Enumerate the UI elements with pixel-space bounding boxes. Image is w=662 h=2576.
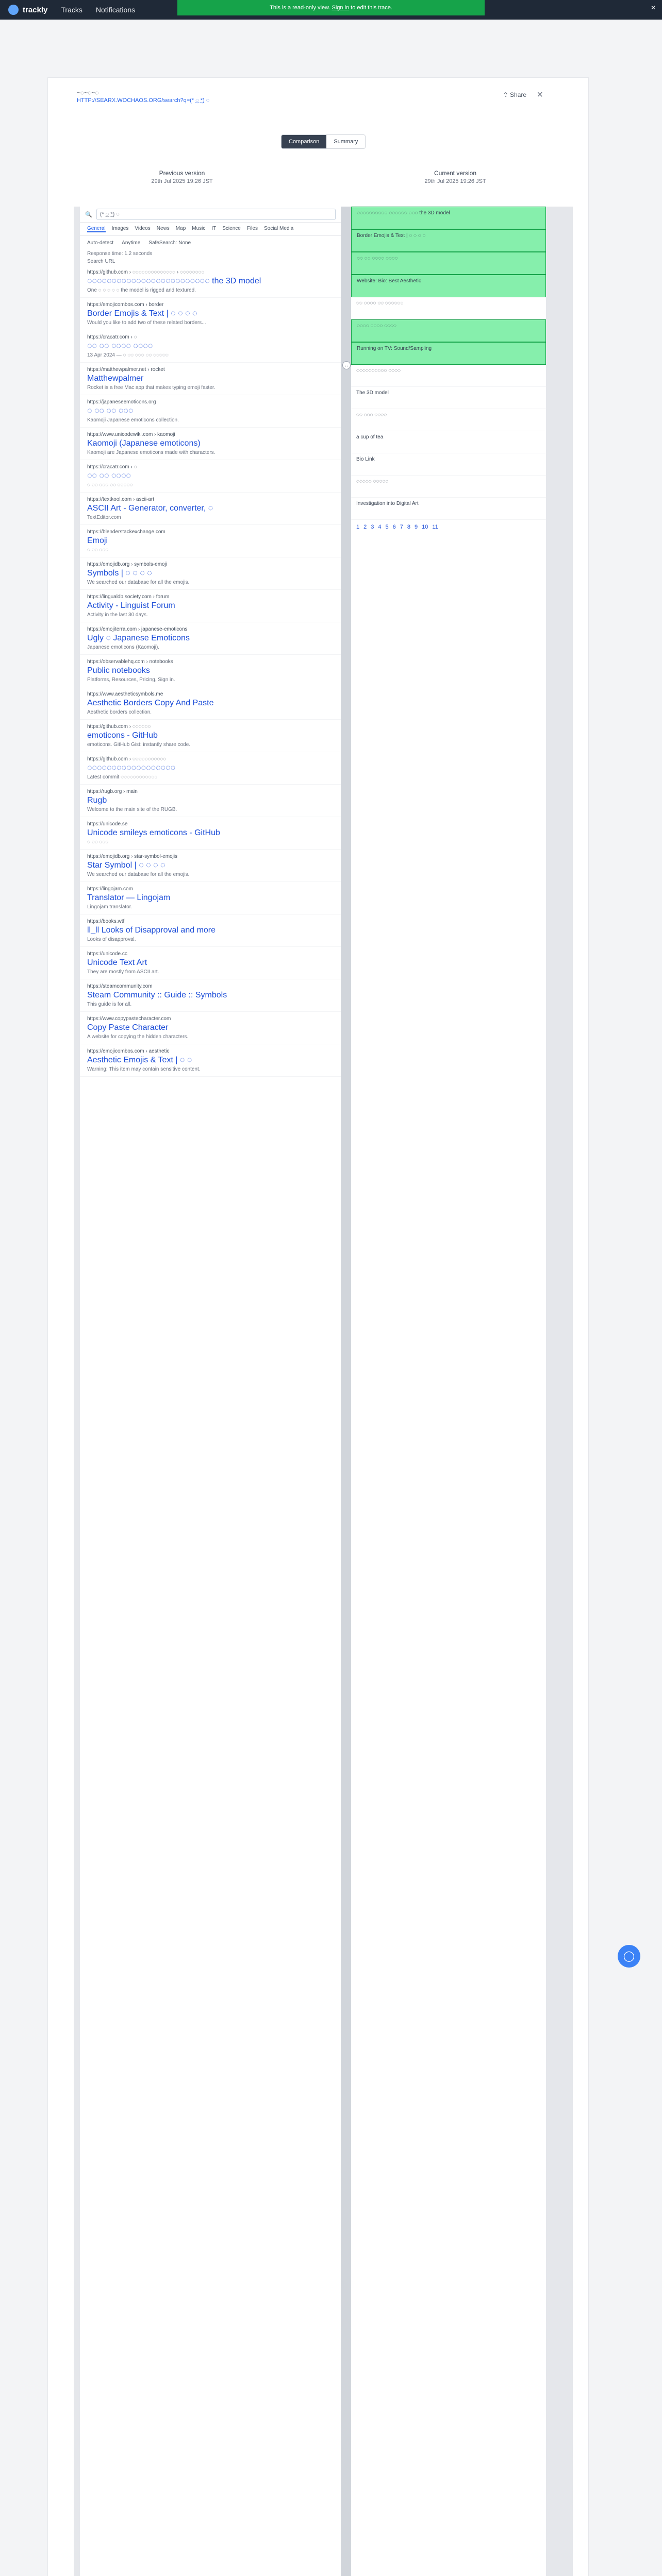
page-number[interactable]: 4: [378, 524, 382, 530]
diff-text: The 3D model: [356, 390, 389, 396]
page-number[interactable]: 5: [385, 524, 389, 530]
searx-logo-icon: 🔍: [85, 211, 92, 218]
result-snippet: Looks of disapproval.: [87, 937, 136, 942]
result-title[interactable]: ASCII Art - Generator, converter, ◌: [87, 504, 213, 513]
result-url[interactable]: https://cracatr.com › ◌: [87, 464, 137, 470]
result-item: [80, 590, 341, 622]
result-title[interactable]: Aesthetic Borders Copy And Paste: [87, 699, 214, 707]
result-snippet: Japanese emoticons (Kaomoji).: [87, 645, 160, 650]
result-url[interactable]: https://matthewpalmer.net › rocket: [87, 367, 165, 372]
result-title[interactable]: Kaomoji (Japanese emoticons): [87, 439, 201, 448]
result-title[interactable]: Ugly ◌ Japanese Emoticons: [87, 634, 190, 642]
version-header: [48, 170, 588, 200]
diff-row: [351, 453, 546, 476]
result-url[interactable]: https://emojidb.org › symbols-emoji: [87, 562, 168, 567]
result-snippet: They are mostly from ASCII art.: [87, 969, 159, 975]
search-filters: [80, 236, 341, 250]
pagination: [351, 520, 546, 534]
result-item: [80, 979, 341, 1012]
slider-handle-icon[interactable]: ↔: [342, 361, 351, 369]
result-item: [80, 395, 341, 428]
result-snippet: Would you like to add two of these related borders...: [87, 320, 206, 326]
result-title[interactable]: Border Emojis & Text | ◌ ◌ ◌ ◌: [87, 309, 197, 318]
result-title[interactable]: ◌◌ ◌◌ ◌◌◌◌ ◌◌◌◌: [87, 342, 153, 350]
result-item: [80, 298, 341, 330]
result-title[interactable]: Copy Paste Character: [87, 1023, 169, 1032]
result-title[interactable]: ◌ ◌◌ ◌◌ ◌◌◌: [87, 406, 134, 415]
nav-tracks[interactable]: Tracks: [61, 6, 82, 14]
result-item: [80, 752, 341, 785]
diff-text: ◌◌ ◌◌◌ ◌◌◌◌: [356, 412, 387, 418]
result-title[interactable]: Translator — Lingojam: [87, 893, 171, 902]
result-url[interactable]: https://github.com › ◌◌◌◌◌◌: [87, 724, 151, 730]
result-item: [80, 493, 341, 525]
result-url[interactable]: https://github.com › ◌◌◌◌◌◌◌◌◌◌◌: [87, 756, 167, 762]
result-title[interactable]: Unicode smileys emoticons - GitHub: [87, 828, 220, 837]
result-title[interactable]: ◌◌◌◌◌◌◌◌◌◌◌◌◌◌◌◌◌◌: [87, 764, 176, 772]
comparison-frame: [74, 207, 573, 2576]
result-url[interactable]: https://lingualdb.society.com › forum: [87, 594, 170, 600]
diff-row: [351, 387, 546, 409]
readonly-banner: This is a read-only view. Sign in to edit this trace. ✕: [0, 0, 662, 15]
result-url[interactable]: https://blenderstackexchange.com: [87, 529, 166, 535]
diff-text: Website: Bio: Best Aesthetic: [357, 278, 421, 284]
result-title[interactable]: Rugb: [87, 796, 107, 805]
diff-text: ◌◌ ◌◌◌◌ ◌◌ ◌◌◌◌◌◌: [356, 300, 404, 306]
result-snippet: We searched our database for all the emojis.: [87, 872, 190, 877]
category-tab[interactable]: Videos: [135, 226, 151, 231]
search-url-link[interactable]: Search URL: [87, 259, 115, 264]
result-snippet: Kaomoji Japanese emoticons collection.: [87, 417, 179, 423]
diff-text: ◌◌◌◌◌◌◌◌◌◌ ◌◌◌◌◌◌ ◌◌◌ the 3D model: [357, 210, 450, 216]
result-title[interactable]: Matthewpalmer: [87, 374, 144, 383]
result-snippet: ◌ ◌◌ ◌◌◌: [87, 839, 109, 845]
diff-text: ◌◌◌◌◌ ◌◌◌◌◌: [356, 479, 389, 484]
result-snippet: Latest commit ◌◌◌◌◌◌◌◌◌◌◌◌: [87, 774, 158, 780]
page-number[interactable]: 6: [392, 524, 396, 530]
page-number[interactable]: 9: [415, 524, 418, 530]
result-url[interactable]: https://books.wtf: [87, 919, 125, 924]
diff-text: a cup of tea: [356, 434, 384, 440]
result-url[interactable]: https://emojicombos.com › aesthetic: [87, 1048, 170, 1054]
results-list: [80, 265, 341, 1077]
result-title[interactable]: ll_ll Looks of Disapproval and more: [87, 926, 216, 935]
result-title[interactable]: Activity - Linguist Forum: [87, 601, 175, 610]
diff-row: [351, 342, 546, 365]
result-title[interactable]: Unicode Text Art: [87, 958, 147, 967]
result-snippet: One ◌ ◌ ◌ ◌ ◌ the model is rigged and textured.: [87, 287, 196, 293]
result-url[interactable]: https://emojicombos.com › border: [87, 302, 164, 308]
result-title[interactable]: Steam Community :: Guide :: Symbols: [87, 991, 227, 999]
page-number[interactable]: 2: [363, 524, 367, 530]
result-snippet: ◌ ◌◌ ◌◌◌ ◌◌ ◌◌◌◌◌: [87, 482, 133, 488]
view-tabs: [281, 134, 366, 149]
result-snippet: Warning: This item may contain sensitive content.: [87, 1066, 201, 1072]
page-number[interactable]: 8: [407, 524, 410, 530]
result-item: [80, 1044, 341, 1077]
diff-text: ◌◌◌◌ ◌◌◌◌ ◌◌◌◌: [357, 323, 396, 329]
result-item: [80, 525, 341, 557]
result-item: [80, 655, 341, 687]
previous-version: Previous version 29th Jul 2025 19:26 JST: [151, 170, 213, 184]
current-screenshot: [351, 207, 546, 2576]
tab-summary[interactable]: Summary: [326, 135, 365, 148]
diff-text: ◌◌◌◌◌◌◌◌◌◌ ◌◌◌◌: [356, 368, 401, 374]
diff-row: [351, 275, 546, 297]
result-item: [80, 622, 341, 655]
page-number[interactable]: 7: [400, 524, 403, 530]
category-tab[interactable]: Music: [192, 226, 206, 231]
diff-text: Border Emojis & Text | ◌ ◌ ◌ ◌: [357, 233, 426, 239]
filter-select[interactable]: Anytime: [122, 240, 141, 246]
response-time: Response time: 1.2 seconds: [87, 251, 153, 257]
diff-text: Bio Link: [356, 456, 375, 462]
result-url[interactable]: https://japaneseemoticons.org: [87, 399, 156, 405]
result-snippet: This guide is for all.: [87, 1002, 132, 1007]
result-title[interactable]: Emoji: [87, 536, 108, 545]
chat-help-button[interactable]: ◯: [618, 1945, 640, 1968]
result-snippet: Kaomoji are Japanese emoticons made with characters.: [87, 450, 216, 455]
close-banner-icon[interactable]: ✕: [650, 4, 656, 11]
diff-row: [351, 207, 546, 229]
result-item: [80, 947, 341, 979]
result-snippet: ◌ ◌◌ ◌◌◌: [87, 547, 109, 553]
result-snippet: Aesthetic borders collection.: [87, 709, 152, 715]
sign-in-link[interactable]: Sign in: [332, 5, 350, 11]
result-title[interactable]: Aesthetic Emojis & Text | ◌ ◌: [87, 1056, 192, 1064]
filter-select[interactable]: Auto-detect: [87, 240, 114, 246]
share-button[interactable]: ⇪ Share: [503, 91, 526, 98]
close-icon[interactable]: ×: [537, 89, 543, 100]
result-item: [80, 265, 341, 298]
tab-comparison[interactable]: Comparison: [282, 135, 326, 148]
result-url[interactable]: https://steamcommunity.com: [87, 984, 153, 989]
diff-row: [351, 252, 546, 275]
nav-notifications[interactable]: Notifications: [95, 6, 136, 14]
diff-row: [351, 365, 546, 387]
result-url[interactable]: https://observablehq.com › notebooks: [87, 659, 173, 665]
result-url[interactable]: https://emojidb.org › star-symbol-emojis: [87, 854, 178, 859]
result-item: [80, 687, 341, 720]
result-title[interactable]: Public notebooks: [87, 666, 150, 675]
diff-row: [351, 431, 546, 453]
result-title[interactable]: ◌◌◌◌◌◌◌◌◌◌◌◌◌◌◌◌◌◌◌◌◌◌◌◌◌ the 3D model: [87, 277, 261, 285]
result-snippet: Welcome to the main site of the RUGB.: [87, 807, 177, 812]
diff-row: [351, 409, 546, 431]
result-snippet: Rocket is a free Mac app that makes typing emoji faster.: [87, 385, 216, 391]
trace-url[interactable]: HTTP://SEARX.WOCHAOS.ORG/search?q=(* ͜◌ ͜*) ◌: [77, 97, 210, 104]
category-tab[interactable]: Map: [175, 226, 186, 231]
result-url[interactable]: https://rugb.org › main: [87, 789, 138, 794]
diff-text: ◌◌ ◌◌ ◌◌◌◌ ◌◌◌◌: [357, 256, 398, 261]
result-url[interactable]: https://textkool.com › ascii-art: [87, 497, 155, 502]
category-tab[interactable]: Images: [111, 226, 129, 231]
result-url[interactable]: https://www.copypastecharacter.com: [87, 1016, 171, 1022]
result-item: [80, 363, 341, 395]
filter-select[interactable]: SafeSearch: None: [148, 240, 191, 246]
result-snippet: emoticons. GitHub Gist: instantly share code.: [87, 742, 191, 748]
result-url[interactable]: https://github.com › ◌◌◌◌◌◌◌◌◌◌◌◌◌◌ › ◌◌◌◌◌◌◌◌: [87, 269, 205, 275]
page-number[interactable]: 1: [356, 524, 360, 530]
result-snippet: We searched our database for all the emojis.: [87, 580, 190, 585]
result-url[interactable]: https://www.unicodewiki.com › kaomoji: [87, 432, 175, 437]
result-item: [80, 882, 341, 914]
diff-row: [351, 319, 546, 342]
result-item: [80, 428, 341, 460]
result-item: [80, 914, 341, 947]
result-url[interactable]: https://lingojam.com: [87, 886, 133, 892]
diff-row: [351, 476, 546, 498]
result-item: [80, 557, 341, 590]
category-tab[interactable]: News: [156, 226, 170, 231]
result-url[interactable]: https://unicode.se: [87, 821, 128, 827]
result-url[interactable]: https://emojiterra.com › japanese-emoticons: [87, 626, 188, 632]
result-url[interactable]: https://unicode.cc: [87, 951, 127, 957]
diff-row: [351, 297, 546, 319]
category-tab[interactable]: Social Media: [263, 226, 294, 231]
diff-text: Running on TV: Sound/Sampling: [357, 346, 432, 351]
result-snippet: Lingojam translator.: [87, 904, 133, 910]
page-title: ~◌~◌~◌: [77, 89, 99, 96]
result-item: [80, 850, 341, 882]
compare-slider[interactable]: [341, 207, 351, 2576]
result-title[interactable]: Star Symbol | ◌ ◌ ◌ ◌: [87, 861, 166, 870]
searx-search-bar: [80, 207, 341, 223]
category-tabs: [80, 223, 341, 236]
result-url[interactable]: https://www.aestheticsymbols.me: [87, 691, 163, 697]
result-item: [80, 330, 341, 363]
result-url[interactable]: https://cracatr.com › ◌: [87, 334, 137, 340]
result-snippet: Platforms, Resources, Pricing, Sign in.: [87, 677, 175, 683]
result-title[interactable]: emoticons - GitHub: [87, 731, 158, 740]
result-item: [80, 785, 341, 817]
diff-row: [351, 498, 546, 520]
result-snippet: TextEditor.com: [87, 515, 121, 520]
result-snippet: 13 Apr 2024 — ◌ ◌◌ ◌◌◌ ◌◌ ◌◌◌◌◌: [87, 352, 169, 358]
category-tab[interactable]: General: [87, 226, 106, 231]
result-snippet: Activity in the last 30 days.: [87, 612, 148, 618]
previous-screenshot: [80, 207, 341, 2576]
result-item: [80, 720, 341, 752]
result-title[interactable]: Symbols | ◌ ◌ ◌ ◌: [87, 569, 152, 578]
category-tab[interactable]: IT: [211, 226, 217, 231]
result-item: [80, 460, 341, 493]
page-number[interactable]: 11: [432, 524, 438, 530]
search-input[interactable]: (* ͜◌ ͜*) ◌: [96, 209, 336, 220]
result-snippet: A website for copying the hidden characters.: [87, 1034, 189, 1040]
page-number[interactable]: 3: [371, 524, 374, 530]
category-tab[interactable]: Science: [222, 226, 241, 231]
logo[interactable]: trackly: [8, 5, 47, 15]
page-number[interactable]: 10: [422, 524, 428, 530]
trace-panel: [47, 77, 589, 2576]
current-version: Current version 29th Jul 2025 19:26 JST: [424, 170, 486, 184]
result-title[interactable]: ◌◌ ◌◌ ◌◌◌◌: [87, 471, 131, 480]
diff-rows: [351, 207, 546, 520]
diff-row: [351, 229, 546, 252]
result-item: [80, 817, 341, 850]
category-tab[interactable]: Files: [246, 226, 258, 231]
result-item: [80, 1012, 341, 1044]
diff-text: Investigation into Digital Art: [356, 501, 419, 506]
